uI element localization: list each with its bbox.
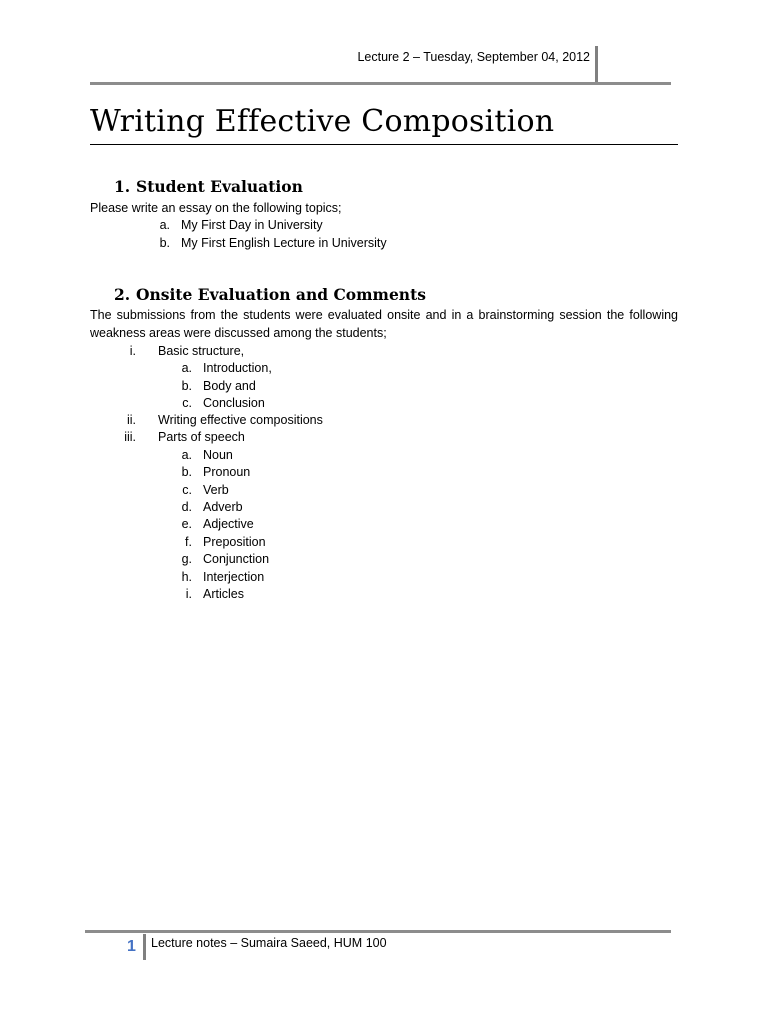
list-marker: i. (185, 587, 192, 601)
list-marker: g. (181, 552, 192, 566)
list-marker: ii. (126, 413, 136, 427)
page-header: Lecture 2 – Tuesday, September 04, 2012 (357, 50, 590, 64)
list-item (178, 482, 229, 500)
list-item-text: Conjunction (203, 552, 270, 566)
list-item (178, 447, 233, 465)
list-marker: b. (159, 236, 170, 250)
list-item-text: Interjection (203, 570, 265, 584)
header-vertical-divider (595, 46, 598, 84)
list-item (178, 551, 269, 569)
section-title: Student Evaluation (136, 177, 303, 196)
list-marker: d. (181, 500, 192, 514)
section1-intro: Please write an essay on the following topics; (90, 201, 342, 215)
list-item (110, 343, 244, 361)
section-heading-onsite-evaluation (114, 285, 426, 304)
list-marker: f. (185, 535, 192, 549)
list-marker: h. (181, 570, 192, 584)
list-item (110, 429, 245, 447)
list-item-text: Articles (203, 587, 244, 601)
list-item-text: Writing effective compositions (158, 413, 323, 427)
list-item-text: Adjective (203, 517, 254, 531)
list-marker: a. (181, 448, 192, 462)
document-title: Writing Effective Composition (90, 104, 555, 139)
list-item-text: Pronoun (203, 465, 251, 479)
page-number: 1 (127, 938, 136, 955)
list-item-text: Adverb (203, 500, 243, 514)
list-item-text: Basic structure, (158, 344, 245, 358)
list-item-text: Conclusion (203, 396, 265, 410)
list-item-text: Body and (203, 379, 256, 393)
list-item-text: Introduction, (203, 361, 272, 375)
section2-intro: The submissions from the students were evaluated onsite and in a brainstorming session the following weakness areas were discussed among the students; (90, 308, 678, 340)
title-underline (90, 144, 678, 145)
section-number: 2. (114, 285, 131, 304)
section-number: 1. (114, 177, 131, 196)
list-item (178, 586, 244, 604)
list-item (178, 516, 254, 534)
list-item (110, 412, 323, 430)
list-item-text: My First English Lecture in University (181, 236, 387, 250)
list-item (178, 464, 250, 482)
list-marker: b. (181, 379, 192, 393)
section-heading-student-evaluation (114, 177, 303, 196)
list-item (178, 395, 265, 413)
list-item-text: Verb (203, 483, 229, 497)
list-marker: a. (159, 218, 170, 232)
footer-rule (85, 930, 671, 933)
list-item (178, 360, 272, 378)
list-marker: a. (181, 361, 192, 375)
list-marker: i. (129, 344, 136, 358)
list-item-text: Parts of speech (158, 430, 245, 444)
list-marker: iii. (124, 430, 136, 444)
list-item (154, 217, 323, 235)
list-marker: c. (182, 483, 192, 497)
list-marker: c. (182, 396, 192, 410)
list-item (178, 534, 266, 552)
list-item (178, 378, 256, 396)
list-item (154, 235, 387, 253)
header-rule (90, 82, 671, 85)
list-item-text: Preposition (203, 535, 266, 549)
section-title: Onsite Evaluation and Comments (136, 285, 426, 304)
list-item (178, 569, 264, 587)
list-marker: e. (181, 517, 192, 531)
list-item-text: Noun (203, 448, 233, 462)
list-item (178, 499, 243, 517)
list-marker: b. (181, 465, 192, 479)
page-footer: Lecture notes – Sumaira Saeed, HUM 100 (151, 936, 387, 950)
footer-vertical-divider (143, 934, 146, 960)
list-item-text: My First Day in University (181, 218, 323, 232)
